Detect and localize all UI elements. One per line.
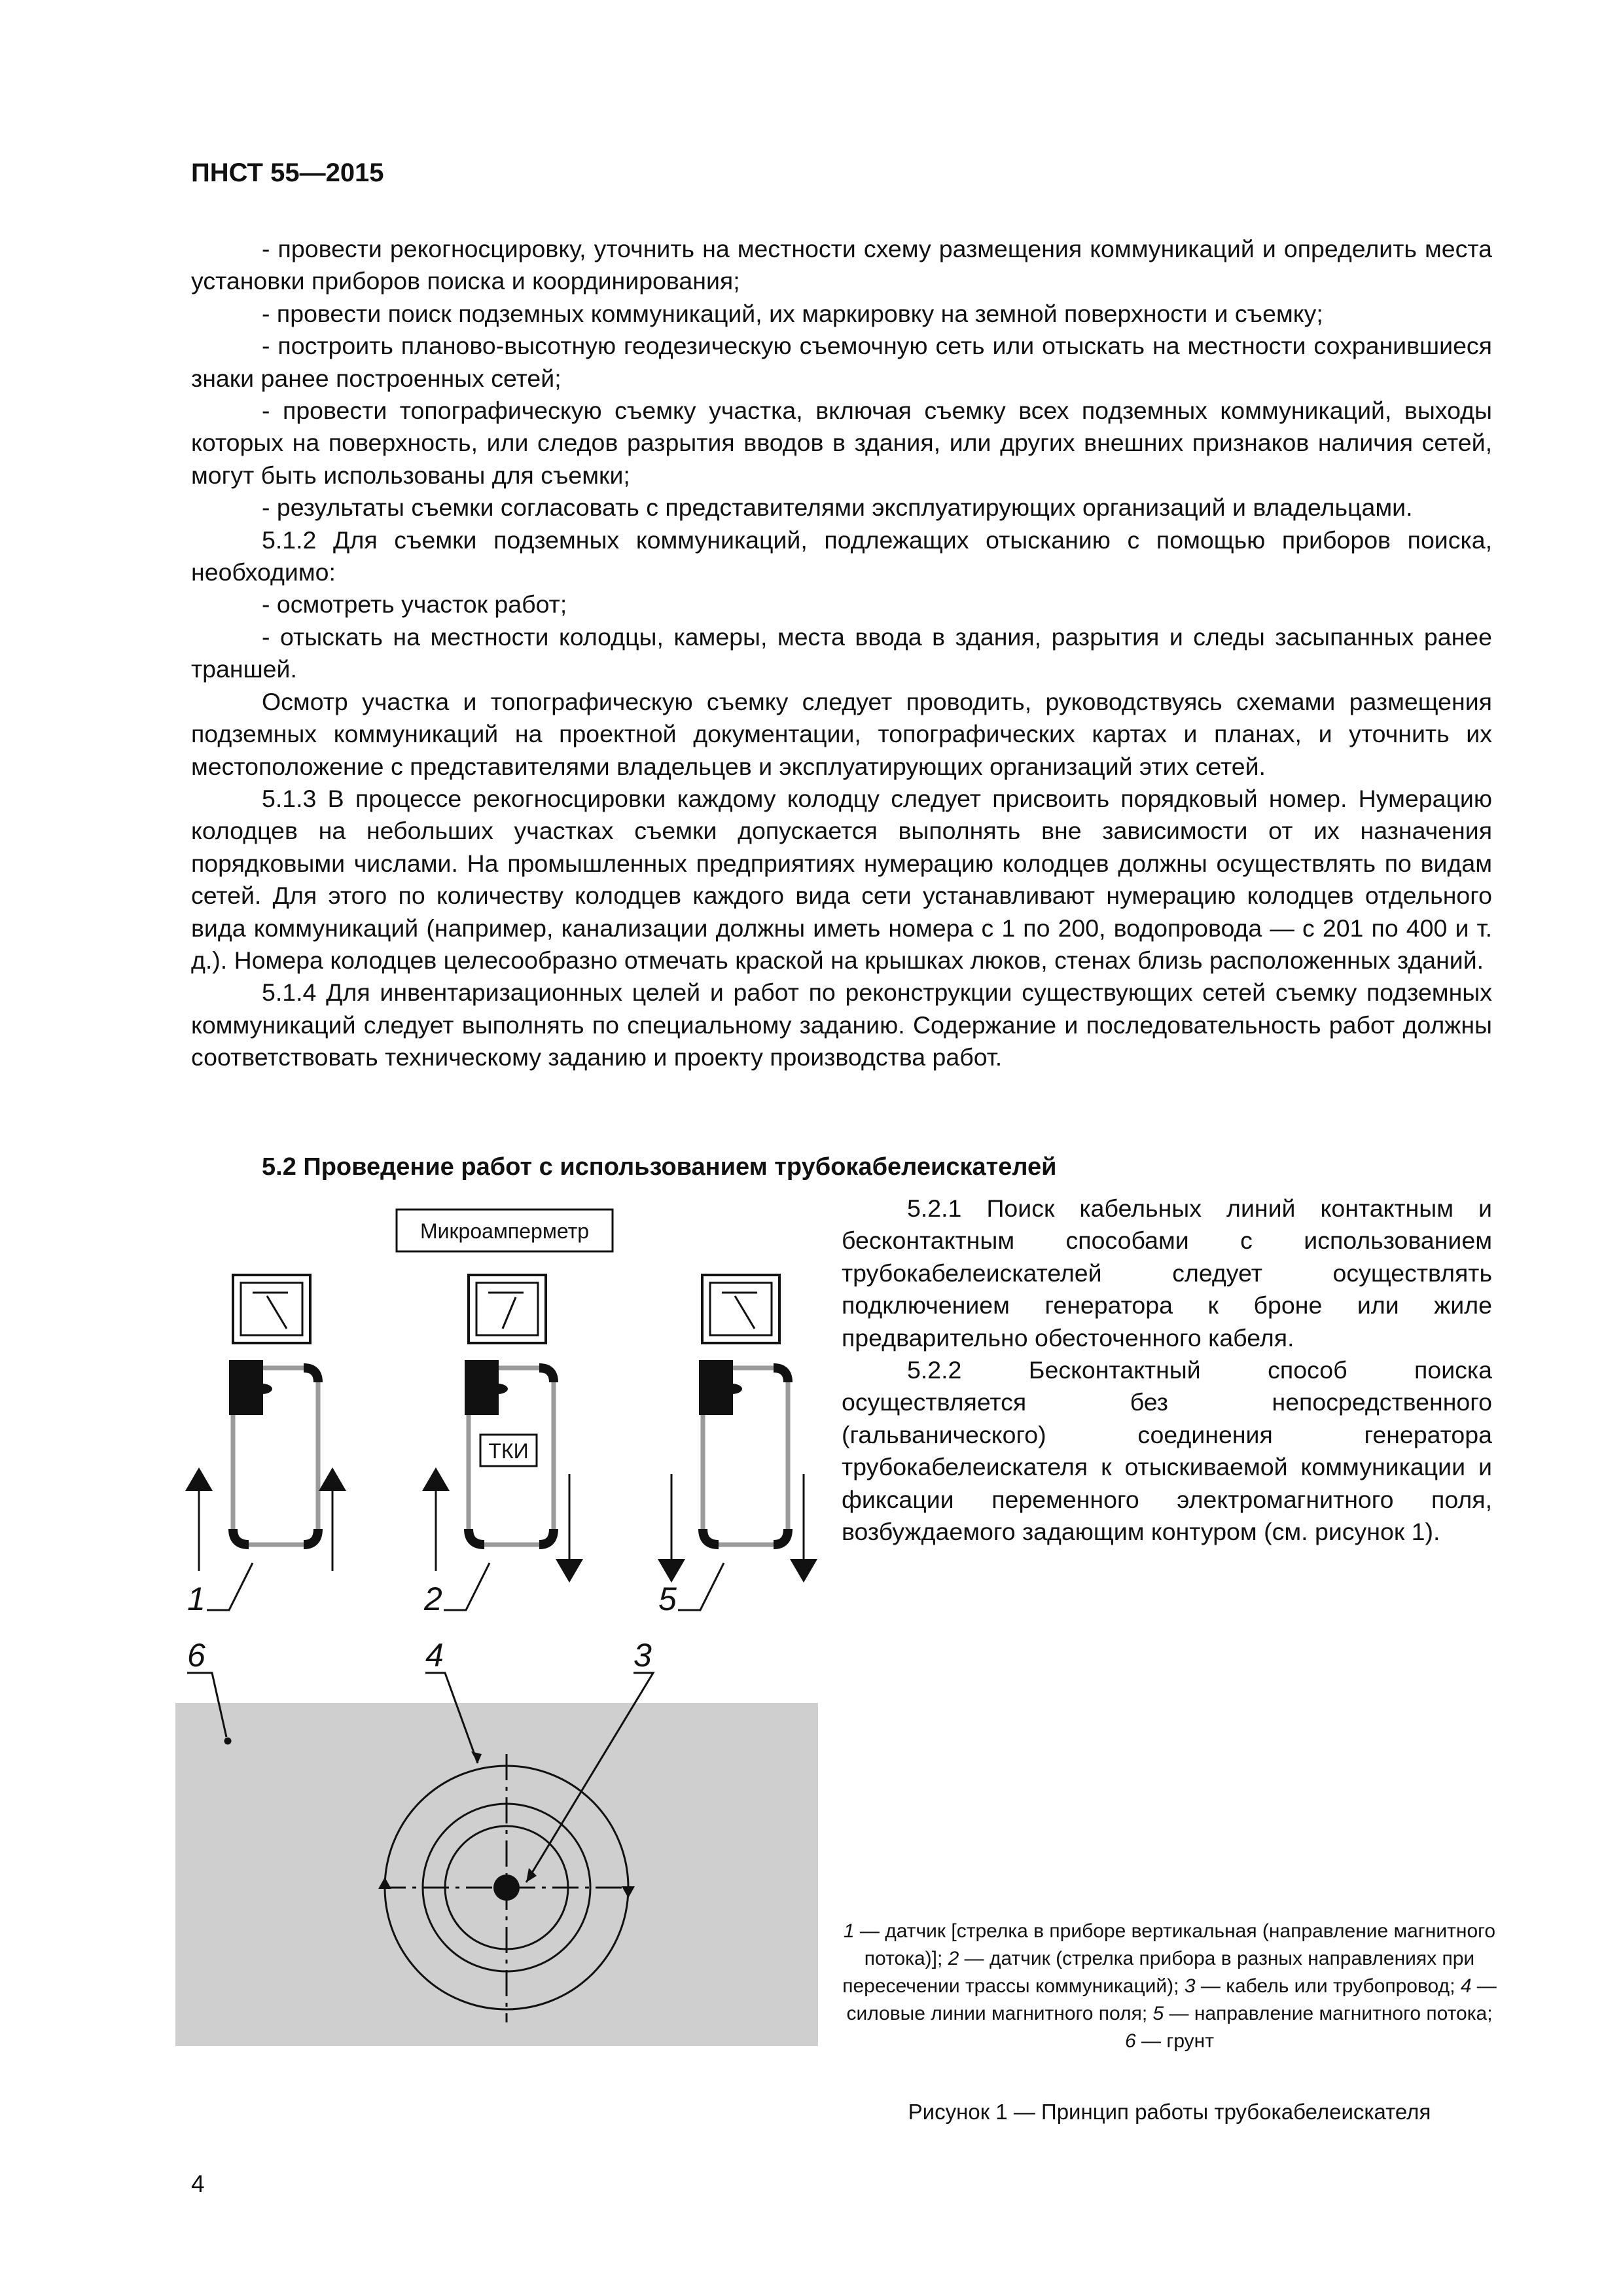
- paragraph: Осмотр участка и топографическую съемку следует проводить, руководствуясь схемами размещения подземных коммуникаций на проектной документации, топографических картах и планах, и уточнить их местоположение с представителями владельцев и эксплуатирующих организаций этих сетей.: [191, 687, 1492, 780]
- figure-caption: Рисунок 1 — Принцип работы трубокабелеискателя: [908, 2100, 1431, 2124]
- legend-num: 4: [1460, 1975, 1472, 1997]
- legend-text: — кабель или трубопровод;: [1195, 1975, 1461, 1997]
- legend-text: — грунт: [1135, 2030, 1214, 2052]
- paragraph: 5.1.4 Для инвентаризационных целей и работ по реконструкции существующих сетей съемку подземных коммуникаций следует выполнять по специальному заданию. Содержание и последовательность работ должны соответствовать техническому заданию и проекту производства работ.: [191, 978, 1492, 1071]
- paragraph: 5.1.3 В процессе рекогносцировки каждому колодцу следует присвоить порядковый номер. Нумерацию колодцев на небольших участках съемки допускается выполнять вне зависимости от их назначения порядковыми числами. На промышленных предприятиях нумерацию колодцев должны осуществлять по видам сетей. Для этого по количеству колодцев каждого вида сети устанавливают нумерацию колодцев отдельного вида коммуникаций (например, канализации должны иметь номера с 1 по 200, водопровода — с 201 по 400 и т. д.). Номера колодцев целесообразно отмечать краской на крышках люков, стенах близь расположенных зданий.: [191, 784, 1492, 974]
- legend-text: — датчик (стрелка прибора в разных направлениях при пересечении трассы коммуникаций);: [842, 1948, 1475, 1997]
- paragraph: 5.2.1 Поиск кабельных линий контактным и бесконтактным способами с использованием трубокабелеискателей следует осуществлять подключением генератора к броне или жиле предварительно обесточенного кабеля.: [842, 1194, 1492, 1352]
- meter-1: [233, 1275, 310, 1343]
- sensor-loop-2: [465, 1360, 554, 1545]
- microammeter-label: Микроамперметр: [419, 1219, 590, 1243]
- figure-label-1: 1: [187, 1581, 205, 1617]
- paragraph: - осмотреть участок работ;: [262, 590, 567, 619]
- ground-area: [175, 1703, 818, 2046]
- section-heading: 5.2 Проведение работ с использованием трубокабелеискателей: [262, 1153, 1057, 1181]
- sensor-loop-1: [229, 1360, 318, 1545]
- legend-num: 3: [1184, 1975, 1196, 1997]
- page-header: ПНСТ 55—2015: [191, 158, 384, 187]
- sensor-loop-5: [699, 1360, 788, 1545]
- legend-num: 5: [1152, 2003, 1164, 2024]
- legend-text: — направление магнитного потока;: [1164, 2003, 1493, 2024]
- figure-tube-cable-finder: [175, 1204, 830, 2134]
- flux-arrows: [199, 1474, 804, 1571]
- paragraph: - провести поиск подземных коммуникаций, их маркировку на земной поверхности и съемку;: [262, 299, 1323, 327]
- paragraph: - провести топографическую съемку участка, включая съемку всех подземных коммуникаций, выходы которых на поверхность, или следов разрытия вводов в здания, или других внешних признаков наличия сетей, могут быть использованы для съемки;: [191, 397, 1492, 489]
- paragraph: 5.2.2 Бесконтактный способ поиска осуществляется без непосредственного (гальванического) соединения генератора трубокабелеискателя к отыскиваемой коммуникации и фиксации переменного электромагнитного поля, возбуждаемого задающим контуром (см. рисунок 1).: [842, 1356, 1492, 1546]
- paragraph: - результаты съемки согласовать с представителями эксплуатирующих организаций и владельцами.: [262, 493, 1413, 522]
- figure-legend: [839, 1918, 1500, 2055]
- legend-num: 2: [948, 1948, 959, 1969]
- figure-label-5: 5: [658, 1581, 677, 1617]
- paragraph: 5.1.2 Для съемки подземных коммуникаций, подлежащих отысканию с помощью приборов поиска, необходимо:: [191, 526, 1492, 586]
- figure-label-6: 6: [187, 1637, 205, 1674]
- body-text: [191, 233, 1492, 1074]
- paragraph: - провести рекогносцировку, уточнить на местности схему размещения коммуникаций и определить места установки приборов поиска и координирования;: [191, 235, 1492, 295]
- legend-text: — датчик [стрелка в приборе вертикальная (направление магнитного потока)];: [854, 1920, 1496, 1969]
- cable-cross-section: [493, 1874, 520, 1901]
- microammeter-label-box: [397, 1210, 613, 1251]
- figure-label-4: 4: [425, 1637, 444, 1674]
- paragraph: - отыскать на местности колодцы, камеры, места ввода в здания, разрытия и следы засыпанных ранее траншей.: [191, 622, 1492, 683]
- meter-3: [702, 1275, 779, 1343]
- legend-num: 1: [843, 1920, 855, 1942]
- legend-num: 6: [1125, 2030, 1136, 2052]
- legend-text: — силовые линии магнитного поля;: [846, 1975, 1497, 2024]
- tki-label: ТКИ: [488, 1439, 529, 1463]
- right-column-text: [842, 1193, 1492, 1548]
- meter-2: [469, 1275, 546, 1343]
- page-number: 4: [191, 2170, 205, 2197]
- paragraph: - построить планово-высотную геодезическую съемочную сеть или отыскать на местности сохранившиеся знаки ранее построенных сетей;: [191, 332, 1492, 392]
- figure-label-3: 3: [633, 1637, 652, 1674]
- leader-lines: [207, 1563, 724, 1610]
- figure-label-2: 2: [424, 1581, 442, 1617]
